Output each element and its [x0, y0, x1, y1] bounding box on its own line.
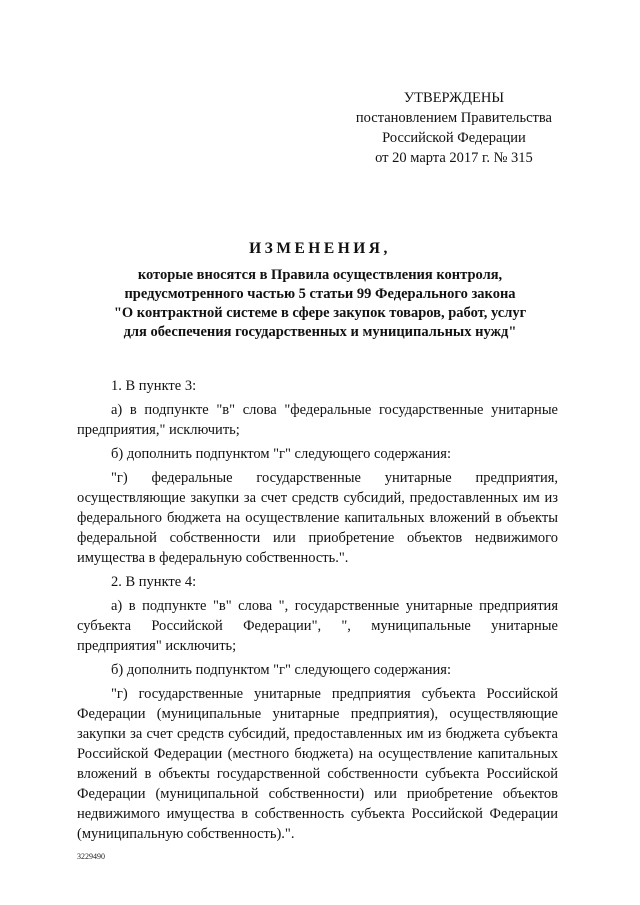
item-2-new-subitem-g: "г) государственные унитарные предприятия субъекта Российской Федерации (муниципальные унитарные предприятия), осуществляющие закупки за счет средств субсидий, предоставленных им из бюджета субъекта Российской Федерации (местного бюджета) на осуществление капитальных вложений в объекты государственной собственности субъекта Российской Федерации (муниципальной собственности) или приобретение объектов недвижимого имущества в собственность субъекта Российской Федерации (муниципальную собственность).". — [77, 686, 558, 842]
approval-heading: УТВЕРЖДЕНЫ — [403, 90, 504, 106]
document-title: ИЗМЕНЕНИЯ, — [249, 240, 391, 257]
approval-government-line: Российской Федерации — [382, 130, 526, 146]
item-2-subitem-b: б) дополнить подпунктом "г" следующего содержания: — [111, 662, 451, 678]
approval-block — [356, 88, 552, 168]
document-code: 3229490 — [77, 852, 105, 861]
item-2-heading: 2. В пункте 4: — [111, 574, 197, 590]
item-1-subitem-a: а) в подпункте "в" слова "федеральные государственные унитарные предприятия," исключить; — [77, 402, 558, 438]
approval-decree-line: постановлением Правительства — [355, 110, 552, 126]
subtitle-line-2: предусмотренного частью 5 статьи 99 Федерального закона — [124, 286, 516, 302]
subtitle-line-3: "О контрактной системе в сфере закупок товаров, работ, услуг — [113, 305, 527, 321]
document-body — [77, 376, 558, 844]
subtitle-line-1: которые вносятся в Правила осуществления контроля, — [137, 267, 503, 283]
item-2-subitem-a: а) в подпункте "в" слова ", государственные унитарные предприятия субъекта Российской Федерации", ", муниципальные унитарные предприятия" исключить; — [77, 598, 558, 654]
subtitle-line-4: для обеспечения государственных и муниципальных нужд" — [123, 324, 517, 340]
item-1-subitem-b: б) дополнить подпунктом "г" следующего содержания: — [111, 446, 451, 462]
item-1-new-subitem-g: "г) федеральные государственные унитарные предприятия, осуществляющие закупки за счет средств субсидий, предоставленных им из федерального бюджета на осуществление капитальных вложений в объекты федеральной собственности или приобретение объектов недвижимого имущества в федеральную собственность.". — [77, 470, 558, 566]
item-1-heading: 1. В пункте 3: — [111, 378, 197, 394]
document-subtitle — [60, 266, 580, 342]
approval-date-number: от 20 марта 2017 г. № 315 — [375, 150, 533, 166]
